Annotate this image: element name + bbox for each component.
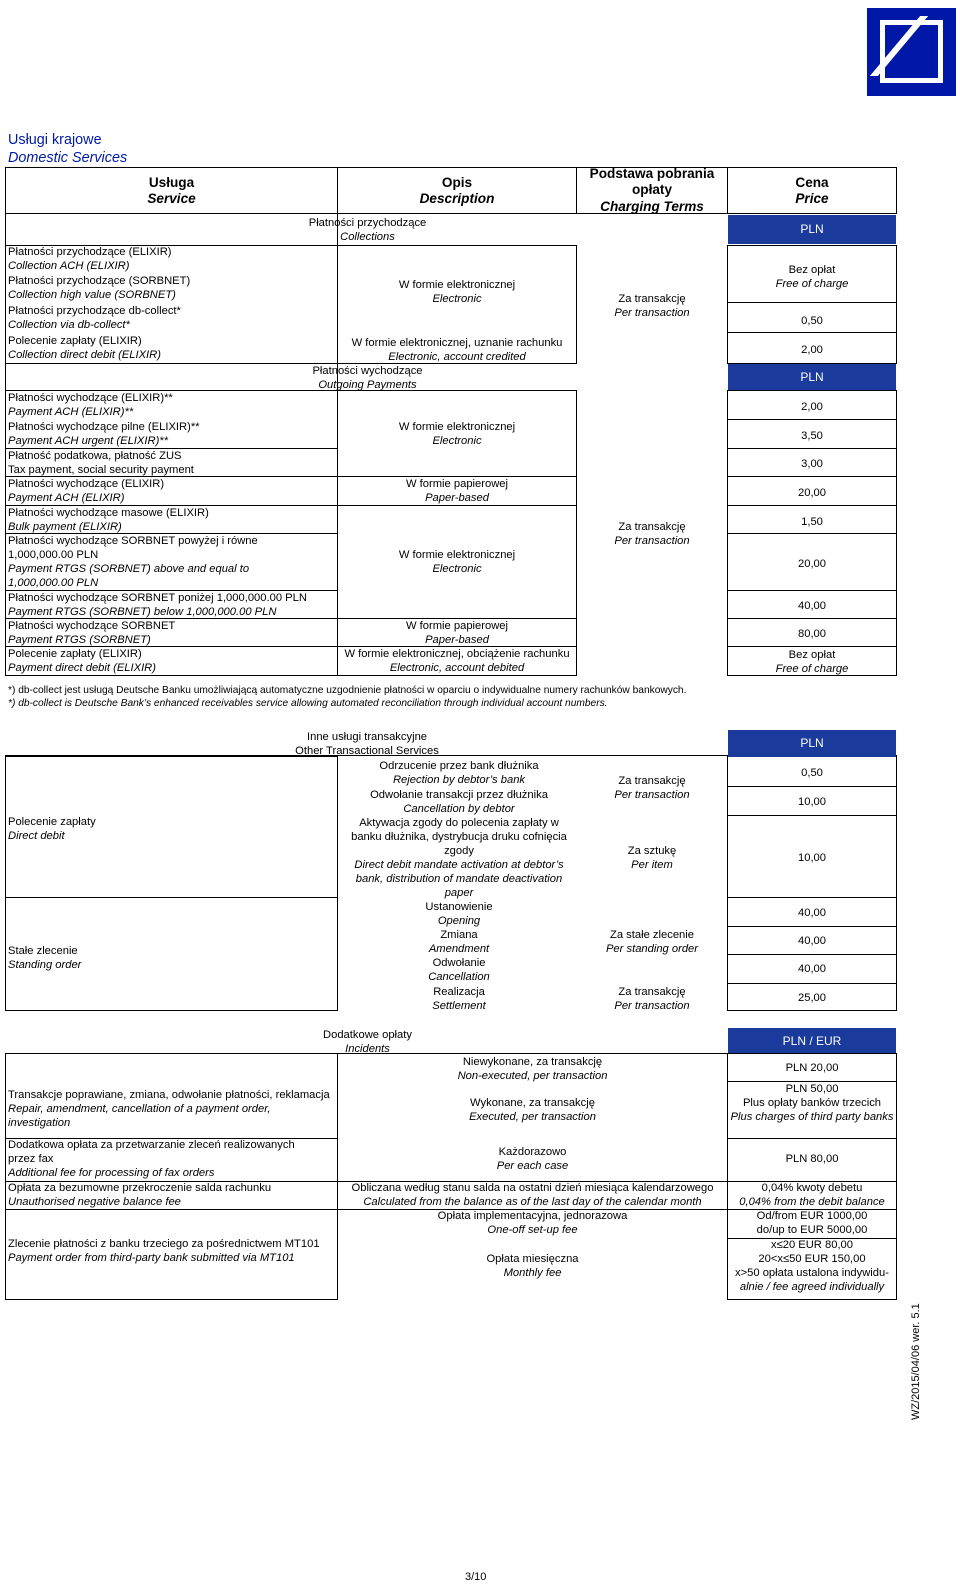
price-monthly-tiers: x≤20 EUR 80,00 20<x≤50 EUR 150,00 x>50 opłata ustalona indywidu- alnie / fee agreed individually [735,1239,889,1293]
collections-desc-credited: W formie elektronicznej, uznanie rachunku Electronic, account credited [351,337,563,363]
terms-per-item: Za sztukę Per item [627,845,677,871]
table-row: Płatności wychodzące pilne (ELIXIR)** Payment ACH urgent (ELIXIR)** [8,421,200,447]
table-row: Płatność podatkowa, płatność ZUS Tax payment, social security payment [8,450,194,476]
service-direct-debit: Polecenie zapłaty Direct debit [8,816,96,842]
terms-non-executed: Niewykonane, za transakcję Non-executed, per transaction [457,1056,608,1082]
service-negative-balance: Opłata za bezumowne przekroczenie salda rachunku Unauthorised negative balance fee [8,1182,272,1208]
column-header-description: Opis Description [419,174,495,206]
table-row: Płatności wychodzące (ELIXIR) Payment ACH (ELIXIR) [8,478,165,504]
price-value: 0,50 [801,767,823,779]
price-value: 40,00 [798,935,826,947]
collections-desc-electronic: W formie elektronicznej Electronic [398,279,516,305]
service-fax-orders: Dodatkowa opłata za przetwarzanie zleceń realizowanych przez fax Additional fee for processing of fax orders [8,1139,295,1179]
terms-executed: Wykonane, za transakcję Executed, per transaction [469,1097,596,1123]
list-item: Płatności przychodzące (SORBNET) Collection high value (SORBNET) [8,275,191,301]
version-label: WZ/2015/04/06 wer. 5.1 [910,1303,922,1420]
price-value: 3,50 [801,430,823,442]
outgoing-desc: W formie elektronicznej Electronic [398,421,516,447]
price-third-party: PLN 50,00 Plus opłaty banków trzecich Plus charges of third party banks [730,1083,894,1123]
price-value: PLN 80,00 [785,1153,839,1165]
footnotes: *) db-collect jest usługą Deutsche Banku umożliwiającą automatyczne uzgodnienie płatności w oparciu o indywidualne numery rachunków bankowych. *) db-collect is Deutsche Bank’s enhanced receivables service allowing automated reconciliation through individual account numbers. [8,685,687,709]
price-value: 20,00 [798,487,826,499]
incidents-section-title: Dodatkowe opłaty Incidents [323,1029,412,1055]
price-value: 2,00 [801,401,823,413]
terms-balance-calculation: Obliczana według stanu salda na ostatni dzień miesiąca kalendarzowego Calculated from the balance as of the last day of the calendar month [351,1182,714,1208]
collections-service-list [8,245,333,362]
price-value: 40,00 [798,963,826,975]
price-value: 0,50 [801,315,823,327]
price-value: 40,00 [798,907,826,919]
desc-amendment: Zmiana Amendment [428,929,490,955]
collections-section-title: Płatności przychodzące Collections [308,217,427,243]
other-services-section-title: Inne usługi transakcyjne Other Transactional Services [295,731,439,757]
terms-per-case: Każdorazowo Per each case [496,1146,569,1172]
column-header-charging-terms: Podstawa pobrania opłaty Charging Terms [589,167,715,214]
price-value: 80,00 [798,628,826,640]
column-header-service: Usługa Service [147,174,196,206]
list-item: Polecenie zapłaty (ELIXIR) Collection direct debit (ELIXIR) [8,335,161,361]
desc-mandate-activation: Aktywacja zgody do polecenia zapłaty w banku dłużnika, dystrybucja druku cofnięcia zgody Direct debit mandate activation at debtor’s bank, distribution of mandate deactivation paper [351,817,567,899]
price-value: 2,00 [801,344,823,356]
table-row: Płatności wychodzące SORBNET poniżej 1,000,000.00 PLN Payment RTGS (SORBNET) below 1,000,000.00 PLN [8,592,307,618]
terms-per-transaction: Za transakcję Per transaction [614,986,690,1012]
service-standing-order: Stałe zlecenie Standing order [8,945,82,971]
price-value: 10,00 [798,852,826,864]
currency-band-pln: PLN [728,364,896,390]
outgoing-terms: Za transakcję Per transaction [614,521,690,547]
deutsche-bank-logo [867,8,956,96]
outgoing-desc: W formie papierowej Paper-based [406,478,508,504]
currency-band-pln: PLN [728,215,896,244]
column-header-price: Cena Price [795,174,829,206]
desc-cancellation: Odwołanie Cancellation [428,957,490,983]
price-free-collections: Bez opłat Free of charge [775,264,849,290]
page-title: Usługi krajowe Domestic Services [8,132,128,166]
terms-per-standing-order: Za stałe zlecenie Per standing order [605,929,699,955]
desc-settlement: Realizacja Settlement [432,986,486,1012]
outgoing-section-title: Płatności wychodzące Outgoing Payments [312,365,423,391]
terms-per-transaction: Za transakcję Per transaction [614,775,690,801]
price-debit-balance: 0,04% kwoty debetu 0,04% from the debit balance [739,1182,885,1208]
currency-band-pln-eur: PLN / EUR [728,1028,896,1054]
list-item: Płatności przychodzące (ELIXIR) Collection ACH (ELIXIR) [8,246,172,272]
price-value: 40,00 [798,600,826,612]
page-number: 3/10 [465,1571,487,1583]
outgoing-desc: W formie papierowej Paper-based [406,620,508,646]
price-value: PLN 20,00 [785,1062,839,1074]
price-free-direct-debit: Bez opłat Free of charge [775,649,849,675]
price-value: 1,50 [801,516,823,528]
desc-opening: Ustanowienie Opening [425,901,493,927]
service-repair: Transakcje poprawiane, zmiana, odwołanie płatności, reklamacja Repair, amendment, cancellation of a payment order, investigation [8,1089,330,1129]
price-value: 10,00 [798,796,826,808]
terms-monthly-fee: Opłata miesięczna Monthly fee [486,1253,579,1279]
terms-set-up-fee: Opłata implementacyjna, jednorazowa One-off set-up fee [437,1210,628,1236]
outgoing-desc: W formie elektronicznej, obciążenie rachunku Electronic, account debited [344,648,570,674]
table-row: Płatności wychodzące (ELIXIR)** Payment ACH (ELIXIR)** [8,392,173,418]
price-value: 3,00 [801,458,823,470]
currency-band-pln: PLN [728,730,896,757]
price-value: 20,00 [798,558,826,570]
price-set-up-range: Od/from EUR 1000,00 do/up to EUR 5000,00 [756,1210,868,1236]
table-row: Polecenie zapłaty (ELIXIR) Payment direct debit (ELIXIR) [8,648,156,674]
desc-rejection: Odrzucenie przez bank dłużnika Rejection by debtor’s bank [379,760,539,786]
table-row: Płatności wychodzące SORBNET powyżej i równe 1,000,000.00 PLN Payment RTGS (SORBNET) above and equal to 1,000,000.00 PLN [8,535,258,589]
service-mt101: Zlecenie płatności z banku trzeciego za pośrednictwem MT101 Payment order from third-party bank submitted via MT101 [8,1238,320,1264]
price-value: 25,00 [798,992,826,1004]
table-row: Płatności wychodzące masowe (ELIXIR) Bulk payment (ELIXIR) [8,507,209,533]
collections-terms: Za transakcję Per transaction [614,293,690,319]
outgoing-desc: W formie elektronicznej Electronic [398,549,516,575]
list-item: Płatności przychodzące db-collect* Collection via db-collect* [8,305,181,331]
table-row: Płatności wychodzące SORBNET Payment RTGS (SORBNET) [8,620,176,646]
desc-cancellation-debtor: Odwołanie transakcji przez dłużnika Cancellation by debtor [370,789,548,815]
